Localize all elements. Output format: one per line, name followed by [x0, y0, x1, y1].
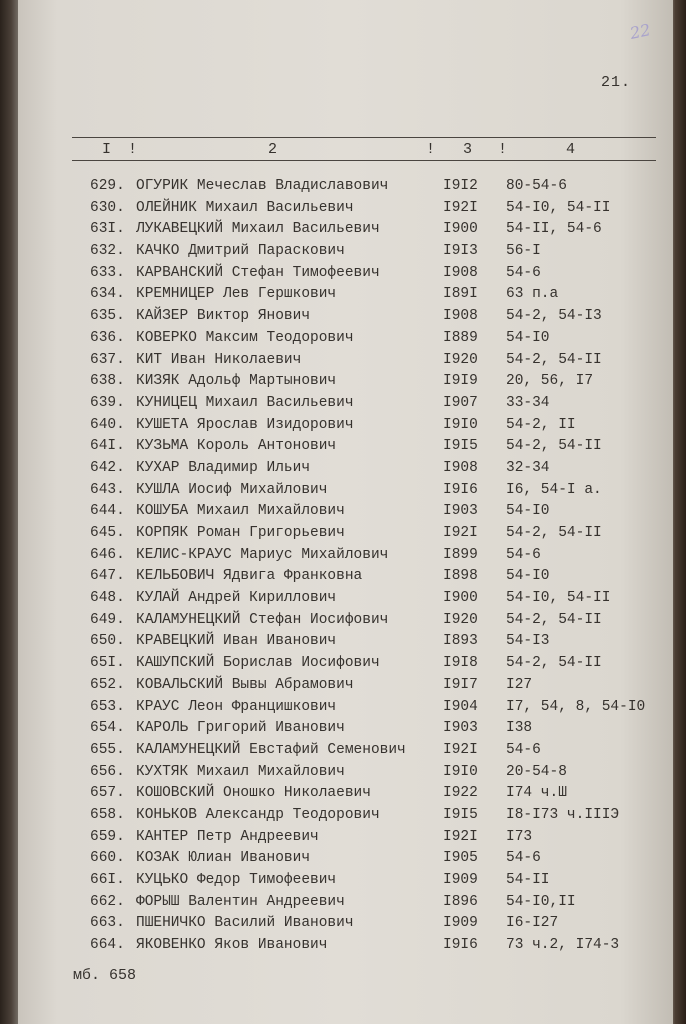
table-row — [18, 436, 673, 458]
birth-year: I9I7 — [443, 676, 478, 693]
row-number: 654. — [90, 720, 125, 737]
reference-code: 54-6 — [506, 850, 541, 867]
birth-year: I92I — [443, 741, 478, 758]
birth-year: I9I0 — [443, 763, 478, 780]
row-number: 636. — [90, 329, 125, 346]
birth-year: I9I3 — [443, 243, 478, 260]
reference-code: 54-II, 54-6 — [506, 221, 602, 238]
table-row — [18, 523, 673, 545]
reference-code: 54-2, 54-I3 — [506, 308, 602, 325]
table-row — [18, 805, 673, 827]
reference-code: 54-I0,II — [506, 893, 576, 910]
birth-year: I909 — [443, 915, 478, 932]
person-name: КОШУБА Михаил Михайлович — [136, 503, 345, 520]
person-name: КЕЛИС-КРАУС Мариус Михайлович — [136, 546, 389, 563]
birth-year: I900 — [443, 221, 478, 238]
row-number: 655. — [90, 741, 125, 758]
person-name: ПШЕНИЧКО Василий Иванович — [136, 915, 354, 932]
reference-code: 54-I0 — [506, 568, 550, 585]
person-name: КУШЛА Иосиф Михайлович — [136, 481, 328, 498]
reference-code: I74 ч.Ш — [506, 785, 567, 802]
birth-year: I907 — [443, 394, 478, 411]
birth-year: I9I0 — [443, 416, 478, 433]
table-row — [18, 198, 673, 220]
table-row — [18, 458, 673, 480]
person-name: ЛУКАВЕЦКИЙ Михаил Васильевич — [136, 221, 380, 238]
table-row — [18, 610, 673, 632]
person-name: КАРВАНСКИЙ Стефан Тимофеевич — [136, 264, 380, 281]
row-number: 659. — [90, 828, 125, 845]
person-name: КАЧКО Дмитрий Параскович — [136, 243, 345, 260]
birth-year: I92I — [443, 828, 478, 845]
row-number: 66I. — [90, 872, 125, 888]
birth-year: I900 — [443, 590, 478, 607]
birth-year: I903 — [443, 503, 478, 520]
row-number: 638. — [90, 373, 125, 390]
person-name: КАШУПСКИЙ Борислав Иосифович — [136, 655, 380, 672]
document-page — [18, 0, 673, 1024]
table-row — [18, 697, 673, 719]
birth-year: I893 — [443, 633, 478, 650]
row-number: 647. — [90, 568, 125, 585]
person-name: КУЛАЙ Андрей Кириллович — [136, 590, 337, 607]
row-number: 649. — [90, 611, 125, 628]
row-number: 652. — [90, 676, 125, 693]
birth-year: I9I6 — [443, 481, 478, 498]
birth-year: I889 — [443, 329, 478, 346]
table-row — [18, 219, 673, 241]
row-number: 664. — [90, 937, 125, 954]
birth-year: I9I6 — [443, 937, 478, 954]
birth-year: I896 — [443, 893, 478, 910]
table-row — [18, 762, 673, 784]
birth-year: I9I9 — [443, 373, 478, 390]
reference-code: 54-2, 54-II — [506, 611, 602, 628]
header-rule-bottom — [72, 160, 656, 161]
row-number: 644. — [90, 503, 125, 520]
column-separator: ! — [498, 141, 508, 158]
reference-code: I6, 54-I а. — [506, 481, 602, 498]
column-header-4: 4 — [566, 141, 576, 158]
row-number: 662. — [90, 893, 125, 910]
table-row — [18, 241, 673, 263]
reference-code: 54-I0 — [506, 329, 550, 346]
page-number: 21. — [601, 74, 632, 91]
birth-year: I92I — [443, 199, 478, 216]
table-row — [18, 631, 673, 653]
person-name: КУХАР Владимир Ильич — [136, 459, 311, 476]
person-name: ОЛЕЙНИК Михаил Васильевич — [136, 199, 354, 216]
row-number: 660. — [90, 850, 125, 867]
row-number: 642. — [90, 459, 125, 476]
person-name: КОРПЯК Роман Григорьевич — [136, 525, 345, 541]
reference-code: I7, 54, 8, 54-I0 — [506, 698, 646, 715]
register-table — [18, 176, 673, 957]
row-number: 658. — [90, 806, 125, 823]
row-number: 633. — [90, 264, 125, 281]
reference-code: 56-I — [506, 243, 541, 260]
table-row — [18, 653, 673, 675]
person-name: ЯКОВЕНКО Яков Иванович — [136, 937, 328, 954]
person-name: КОНЬКОВ Александр Теодорович — [136, 806, 380, 823]
birth-year: I908 — [443, 459, 478, 476]
table-row — [18, 870, 673, 892]
column-header-3: 3 — [463, 141, 473, 158]
reference-code: 54-II — [506, 872, 550, 888]
person-name: КИЗЯК Адольф Мартынович — [136, 373, 337, 390]
table-row — [18, 566, 673, 588]
column-header-2: 2 — [268, 141, 278, 158]
table-row — [18, 740, 673, 762]
reference-code: 54-2, 54-II — [506, 655, 602, 672]
archive-pencil-mark: 22 — [628, 20, 653, 43]
row-number: 634. — [90, 286, 125, 303]
row-number: 632. — [90, 243, 125, 260]
table-row — [18, 263, 673, 285]
person-name: КОВЕРКО Максим Теодорович — [136, 329, 354, 346]
birth-year: I908 — [443, 308, 478, 325]
table-row — [18, 588, 673, 610]
table-row — [18, 718, 673, 740]
birth-year: I908 — [443, 264, 478, 281]
reference-code: 54-I0, 54-II — [506, 199, 611, 216]
birth-year: I92I — [443, 525, 478, 541]
birth-year: I909 — [443, 872, 478, 888]
row-number: 637. — [90, 351, 125, 368]
row-number: 646. — [90, 546, 125, 563]
table-row — [18, 892, 673, 914]
row-number: 656. — [90, 763, 125, 780]
table-row — [18, 328, 673, 350]
reference-code: 54-6 — [506, 264, 541, 281]
birth-year: I920 — [443, 611, 478, 628]
row-number: 629. — [90, 178, 125, 194]
table-row — [18, 913, 673, 935]
row-number: 643. — [90, 481, 125, 498]
person-name: КАРОЛЬ Григорий Иванович — [136, 720, 345, 737]
column-separator: ! — [128, 141, 138, 158]
person-name: КУШЕТА Ярослав Изидорович — [136, 416, 354, 433]
row-number: 653. — [90, 698, 125, 715]
birth-year: I905 — [443, 850, 478, 867]
person-name: КРАВЕЦКИЙ Иван Иванович — [136, 633, 337, 650]
birth-year: I89I — [443, 286, 478, 303]
table-row — [18, 848, 673, 870]
reference-code: I8-I73 ч.IIIЭ — [506, 806, 620, 823]
table-row — [18, 415, 673, 437]
person-name: КАЙЗЕР Виктор Янович — [136, 308, 311, 325]
birth-year: I903 — [443, 720, 478, 737]
birth-year: I898 — [443, 568, 478, 585]
person-name: КИТ Иван Николаевич — [136, 351, 302, 368]
table-row — [18, 350, 673, 372]
reference-code: 32-34 — [506, 459, 550, 476]
birth-year: I904 — [443, 698, 478, 715]
table-row — [18, 827, 673, 849]
person-name: КУЗЬМА Король Антонович — [136, 438, 337, 455]
table-row — [18, 480, 673, 502]
reference-code: I73 — [506, 828, 533, 845]
row-number: 639. — [90, 394, 125, 411]
table-row — [18, 371, 673, 393]
person-name: ФОРЫШ Валентин Андреевич — [136, 893, 345, 910]
column-header-1: I — [102, 141, 112, 158]
reference-code: 54-I0 — [506, 503, 550, 520]
person-name: КАЛАМУНЕЦКИЙ Евстафий Семенович — [136, 741, 406, 758]
row-number: 635. — [90, 308, 125, 325]
person-name: КАНТЕР Петр Андреевич — [136, 828, 319, 845]
header-rule-top — [72, 137, 656, 138]
birth-year: I9I5 — [443, 438, 478, 455]
row-number: 64I. — [90, 438, 125, 455]
person-name: ОГУРИК Мечеслав Владиславович — [136, 178, 389, 194]
table-row — [18, 783, 673, 805]
reference-code: 54-2, II — [506, 416, 576, 433]
reference-code: 73 ч.2, I74-3 — [506, 937, 620, 954]
row-number: 65I. — [90, 655, 125, 672]
row-number: 630. — [90, 199, 125, 216]
column-separator: ! — [426, 141, 436, 158]
birth-year: I9I5 — [443, 806, 478, 823]
reference-code: 54-2, 54-II — [506, 351, 602, 368]
row-number: 648. — [90, 590, 125, 607]
table-row — [18, 393, 673, 415]
reference-code: I38 — [506, 720, 533, 737]
person-name: КОШОВСКИЙ Оношко Николаевич — [136, 785, 371, 802]
table-row — [18, 176, 673, 198]
row-number: 657. — [90, 785, 125, 802]
birth-year: I899 — [443, 546, 478, 563]
row-number: 63I. — [90, 221, 125, 238]
birth-year: I9I8 — [443, 655, 478, 672]
reference-code: 20, 56, I7 — [506, 373, 594, 390]
footer-note: мб. 658 — [73, 967, 137, 984]
person-name: КРАУС Леон Францишкович — [136, 698, 337, 715]
person-name: КАЛАМУНЕЦКИЙ Стефан Иосифович — [136, 611, 389, 628]
reference-code: 54-6 — [506, 741, 541, 758]
birth-year: I922 — [443, 785, 478, 802]
table-row — [18, 306, 673, 328]
row-number: 663. — [90, 915, 125, 932]
reference-code: I6-I27 — [506, 915, 559, 932]
binding-edge — [0, 0, 20, 1024]
person-name: КОВАЛЬСКИЙ Вывы Абрамович — [136, 676, 354, 693]
person-name: КРЕМНИЦЕР Лев Гершкович — [136, 286, 337, 303]
reference-code: 63 п.а — [506, 286, 559, 303]
person-name: КУНИЦЕЦ Михаил Васильевич — [136, 394, 354, 411]
reference-code: 80-54-6 — [506, 178, 567, 194]
reference-code: 54-2, 54-II — [506, 438, 602, 455]
person-name: КЕЛЬБОВИЧ Ядвига Франковна — [136, 568, 363, 585]
table-row — [18, 284, 673, 306]
row-number: 645. — [90, 525, 125, 541]
reference-code: 54-I0, 54-II — [506, 590, 611, 607]
table-row — [18, 501, 673, 523]
reference-code: 54-I3 — [506, 633, 550, 650]
table-row — [18, 545, 673, 567]
birth-year: I920 — [443, 351, 478, 368]
person-name: КОЗАК Юлиан Иванович — [136, 850, 311, 867]
reference-code: 54-6 — [506, 546, 541, 563]
reference-code: 54-2, 54-II — [506, 525, 602, 541]
table-row — [18, 675, 673, 697]
person-name: КУЦЬКО Федор Тимофеевич — [136, 872, 337, 888]
reference-code: I27 — [506, 676, 533, 693]
row-number: 650. — [90, 633, 125, 650]
birth-year: I9I2 — [443, 178, 478, 194]
person-name: КУХТЯК Михаил Михайлович — [136, 763, 345, 780]
table-row — [18, 935, 673, 957]
reference-code: 20-54-8 — [506, 763, 567, 780]
reference-code: 33-34 — [506, 394, 550, 411]
row-number: 640. — [90, 416, 125, 433]
